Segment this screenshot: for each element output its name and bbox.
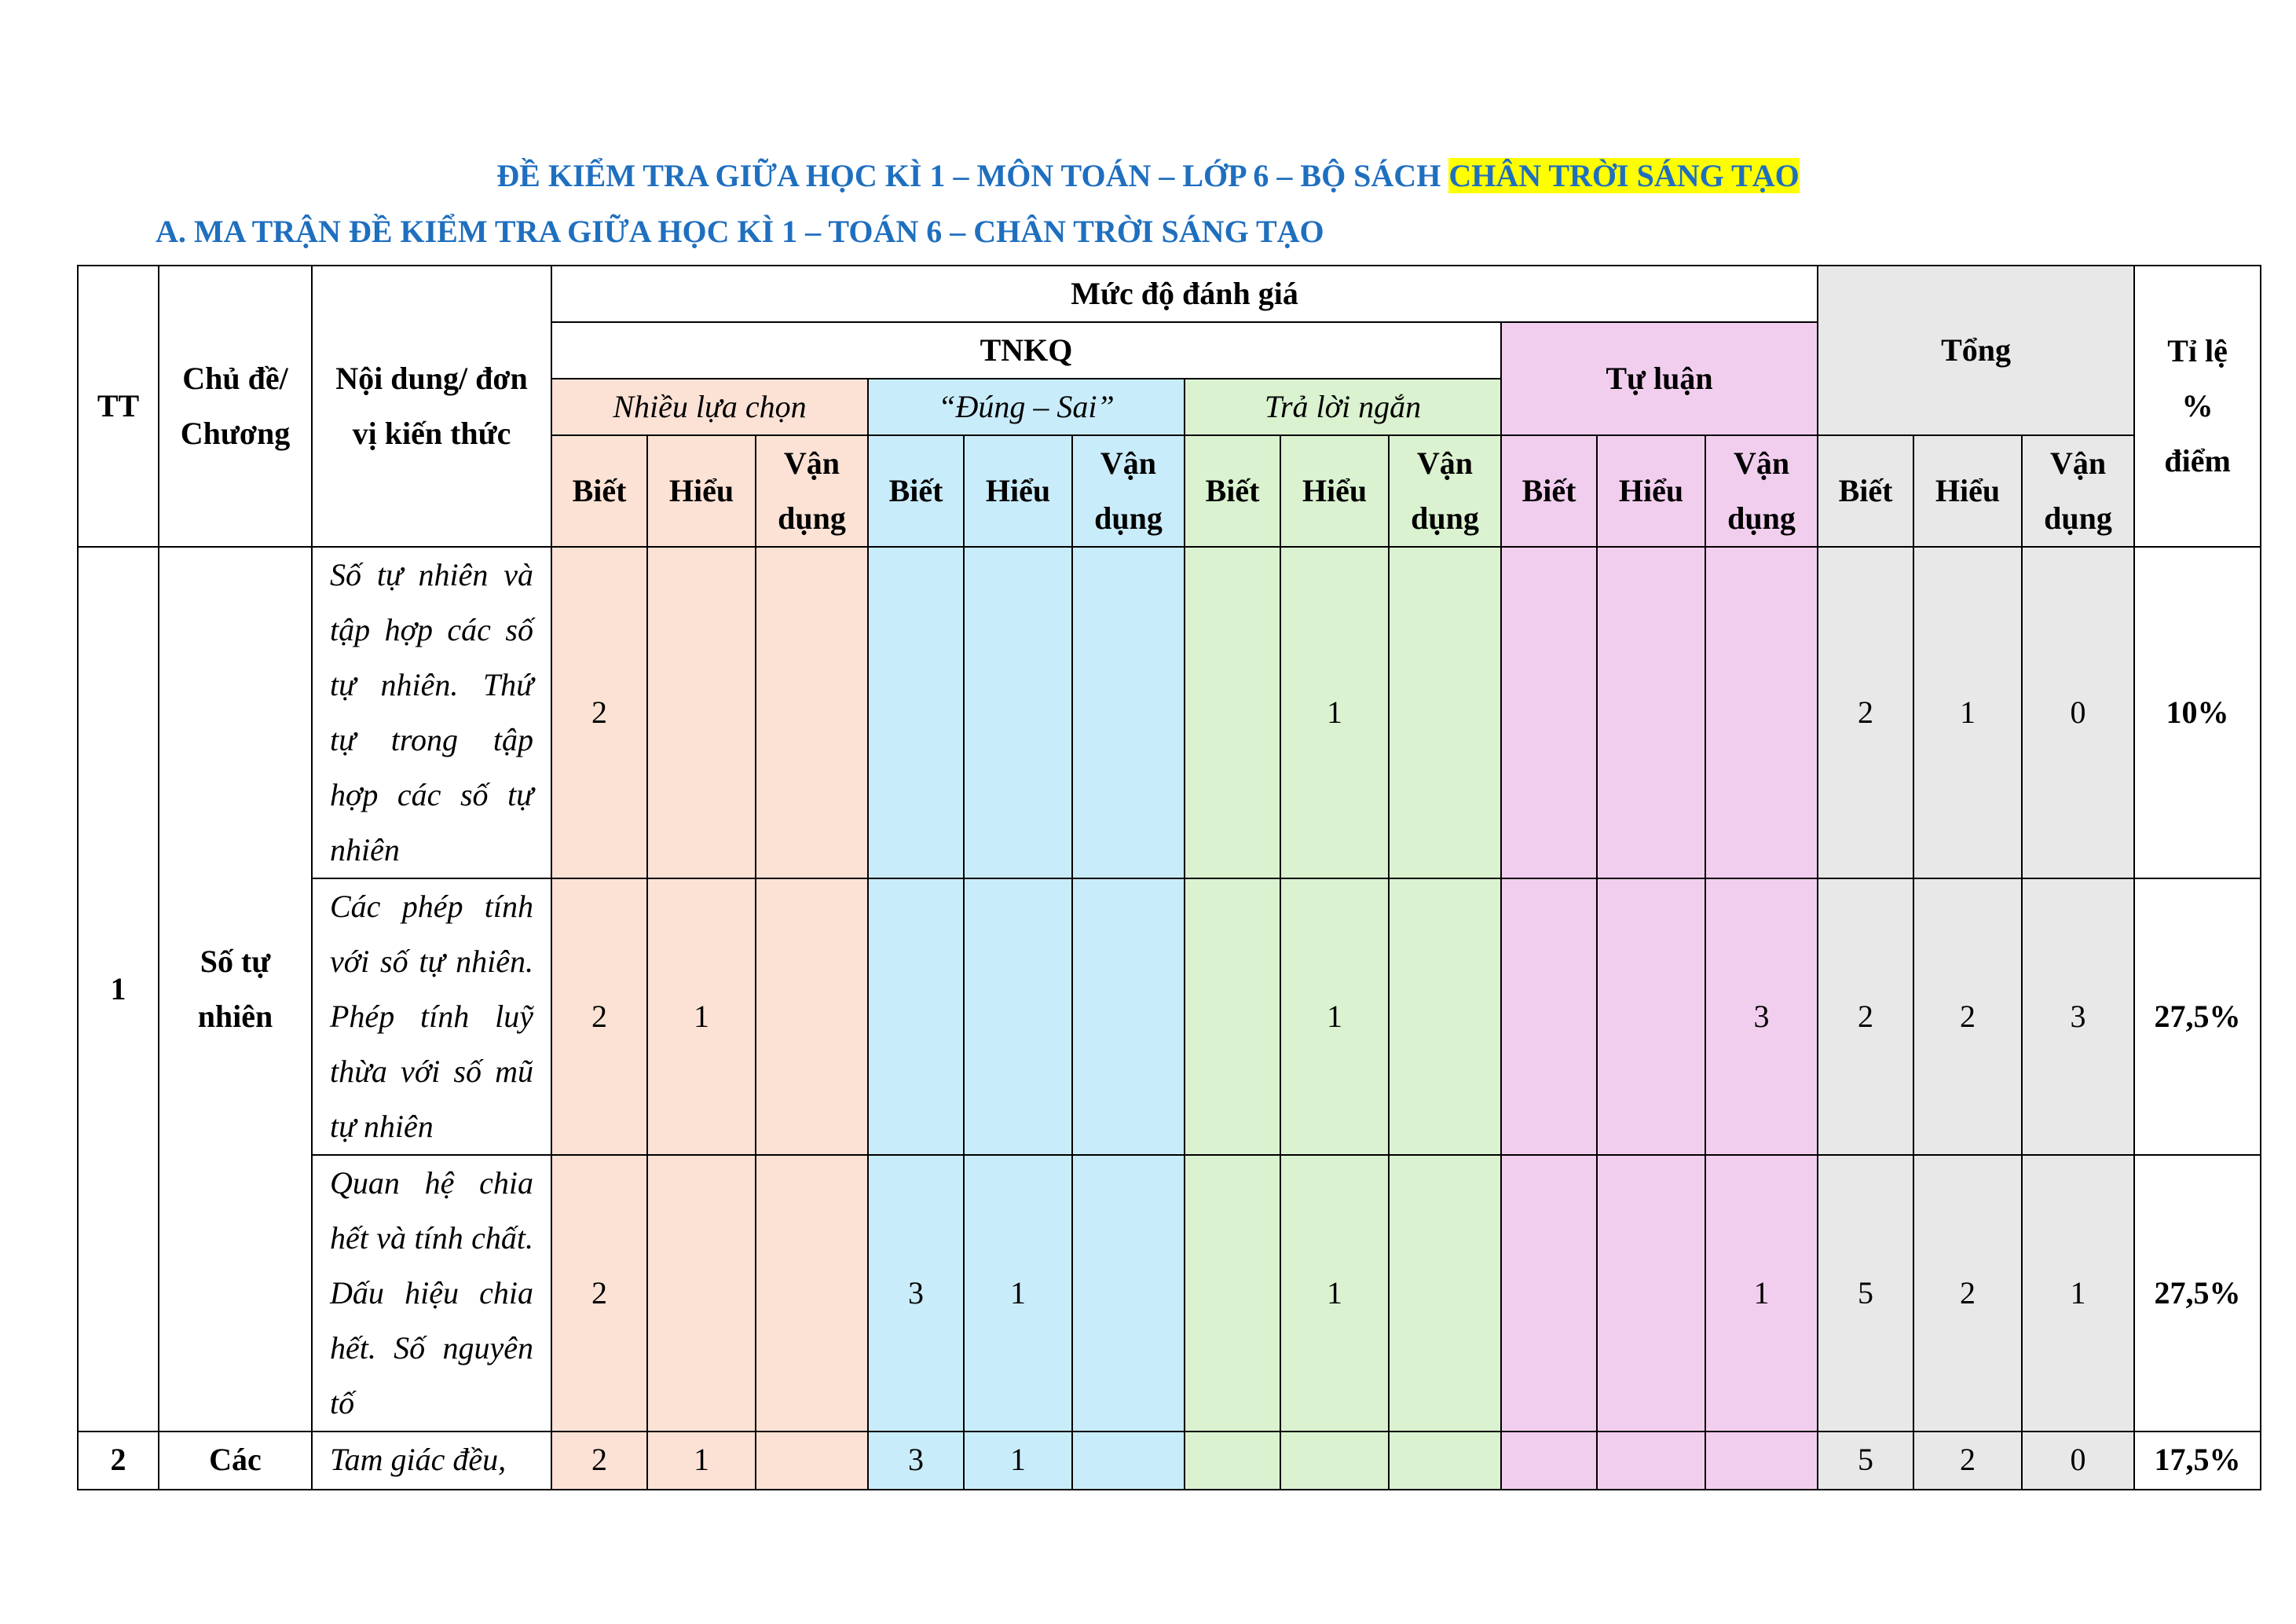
header-apply-line2: dụng	[2044, 500, 2112, 536]
assessment-matrix-table	[77, 265, 2261, 1490]
header-apply-line1: Vận	[1416, 445, 1474, 481]
header-know: Biết	[868, 435, 964, 547]
cell-value	[1185, 1155, 1280, 1432]
row-content	[312, 1432, 551, 1490]
cell-value: 3	[2022, 878, 2134, 1155]
header-know: Biết	[1501, 435, 1597, 547]
header-apply-line2: dụng	[1411, 500, 1479, 536]
row-topic: Các	[159, 1432, 312, 1490]
cell-value: 2	[1818, 878, 1913, 1155]
cell-value	[1280, 1432, 1389, 1490]
content-line: Phép tính luỹ	[330, 999, 533, 1034]
cell-value: 2	[551, 1432, 647, 1490]
cell-value	[647, 547, 756, 878]
header-ratio-line3: điểm	[2164, 443, 2231, 478]
content-line: tố	[330, 1385, 355, 1421]
cell-value: 2	[551, 1155, 647, 1432]
header-content-line1: Nội dung/ đơn	[335, 361, 528, 396]
row-ratio: 27,5%	[2134, 878, 2261, 1155]
content-line: tập hợp các số	[330, 612, 533, 647]
cell-value	[1705, 1432, 1818, 1490]
cell-value	[1389, 1432, 1501, 1490]
cell-value: 5	[1818, 1155, 1913, 1432]
header-apply	[1705, 435, 1818, 547]
header-apply	[1389, 435, 1501, 547]
cell-value: 2	[1913, 1432, 2022, 1490]
content-line: hợp các số tự	[330, 777, 533, 812]
title-main: ĐỀ KIỂM TRA GIỮA HỌC KÌ 1 – MÔN TOÁN – LỚP 6 – BỘ SÁCH	[496, 158, 1449, 193]
header-apply-line2: dụng	[1094, 500, 1163, 536]
cell-value: 2	[551, 878, 647, 1155]
row-ratio: 17,5%	[2134, 1432, 2261, 1490]
header-total: Tổng	[1818, 266, 2134, 435]
cell-value: 5	[1818, 1432, 1913, 1490]
header-understand: Hiểu	[1597, 435, 1705, 547]
header-understand: Hiểu	[1913, 435, 2022, 547]
table-row	[78, 1432, 2261, 1490]
cell-value: 1	[1705, 1155, 1818, 1432]
section-heading: A. MA TRẬN ĐỀ KIỂM TRA GIỮA HỌC KÌ 1 – TOÁN 6 – CHÂN TRỜI SÁNG TẠO	[156, 214, 1324, 249]
header-true-false: “Đúng – Sai”	[868, 379, 1185, 435]
cell-value	[756, 1155, 868, 1432]
cell-value	[1072, 1155, 1185, 1432]
row-ratio: 10%	[2134, 547, 2261, 878]
content-line: Tam giác đều,	[330, 1442, 507, 1477]
header-row-1	[78, 266, 2261, 322]
cell-value: 0	[2022, 547, 2134, 878]
cell-value: 1	[964, 1432, 1072, 1490]
cell-value: 2	[1913, 878, 2022, 1155]
cell-value	[964, 547, 1072, 878]
cell-value	[1072, 547, 1185, 878]
row-content	[312, 547, 551, 878]
header-tt: TT	[78, 266, 159, 547]
header-apply-line2: dụng	[778, 500, 846, 536]
cell-value: 1	[1280, 1155, 1389, 1432]
row-topic-line2: nhiên	[197, 999, 273, 1034]
header-apply-line1: Vận	[1733, 445, 1790, 481]
cell-value	[1389, 878, 1501, 1155]
cell-value	[1705, 547, 1818, 878]
header-topic-line1: Chủ đề/	[182, 361, 288, 396]
content-line: Các phép tính	[330, 889, 533, 924]
content-line: Số tự nhiên và	[330, 557, 533, 592]
header-apply-line1: Vận	[1100, 445, 1157, 481]
cell-value: 1	[2022, 1155, 2134, 1432]
header-short-answer: Trả lời ngắn	[1185, 379, 1501, 435]
document-title	[0, 155, 2296, 197]
content-line: nhiên	[330, 832, 400, 867]
content-line: tự nhiên. Thứ	[330, 667, 533, 702]
header-content	[312, 266, 551, 547]
cell-value	[1501, 1155, 1597, 1432]
cell-value	[1501, 547, 1597, 878]
cell-value	[756, 878, 868, 1155]
cell-value	[1389, 1155, 1501, 1432]
table-row	[78, 547, 2261, 878]
header-assessment-level: Mức độ đánh giá	[551, 266, 1818, 322]
cell-value: 1	[1280, 878, 1389, 1155]
cell-value	[1501, 1432, 1597, 1490]
header-ratio-line1: Tỉ lệ	[2167, 333, 2228, 368]
cell-value: 0	[2022, 1432, 2134, 1490]
cell-value: 1	[647, 878, 756, 1155]
header-know: Biết	[1185, 435, 1280, 547]
cell-value: 2	[1818, 547, 1913, 878]
cell-value: 3	[868, 1155, 964, 1432]
header-topic-line2: Chương	[180, 416, 291, 451]
content-line: thừa với số mũ	[330, 1054, 533, 1089]
table-row	[78, 1155, 2261, 1432]
content-line: Dấu hiệu chia	[330, 1275, 533, 1311]
cell-value	[1597, 1155, 1705, 1432]
cell-value	[1597, 1432, 1705, 1490]
header-essay: Tự luận	[1501, 322, 1818, 435]
header-content-line2: vị kiến thức	[352, 416, 511, 451]
cell-value: 2	[1913, 1155, 2022, 1432]
row-topic-line1: Số tự	[200, 944, 271, 979]
cell-value: 1	[1280, 547, 1389, 878]
row-content	[312, 1155, 551, 1432]
cell-value: 2	[551, 547, 647, 878]
content-line: tự trong tập	[330, 722, 533, 757]
content-line: tự nhiên	[330, 1109, 434, 1144]
cell-value	[1597, 878, 1705, 1155]
cell-value	[1185, 878, 1280, 1155]
content-line: hết. Số nguyên	[330, 1330, 533, 1366]
header-tnkq: TNKQ	[551, 322, 1501, 379]
header-apply-line1: Vận	[2049, 445, 2107, 481]
row-tt: 2	[78, 1432, 159, 1490]
header-topic	[159, 266, 312, 547]
cell-value	[1185, 547, 1280, 878]
cell-value	[1072, 878, 1185, 1155]
cell-value	[1597, 547, 1705, 878]
row-content	[312, 878, 551, 1155]
cell-value	[868, 547, 964, 878]
title-highlight: CHÂN TRỜI SÁNG TẠO	[1448, 158, 1800, 193]
header-apply	[1072, 435, 1185, 547]
header-apply-line1: Vận	[783, 445, 840, 481]
row-topic	[159, 547, 312, 1432]
content-line: Quan hệ chia	[330, 1165, 533, 1201]
cell-value	[964, 878, 1072, 1155]
header-ratio-line2: %	[2181, 388, 2214, 423]
header-multiple-choice: Nhiều lựa chọn	[551, 379, 868, 435]
cell-value	[1389, 547, 1501, 878]
header-know: Biết	[551, 435, 647, 547]
header-apply-line2: dụng	[1727, 500, 1796, 536]
cell-value	[868, 878, 964, 1155]
header-understand: Hiểu	[964, 435, 1072, 547]
cell-value: 3	[868, 1432, 964, 1490]
header-apply	[756, 435, 868, 547]
row-tt: 1	[78, 547, 159, 1432]
cell-value	[756, 1432, 868, 1490]
cell-value	[756, 547, 868, 878]
header-apply	[2022, 435, 2134, 547]
cell-value: 3	[1705, 878, 1818, 1155]
cell-value: 1	[647, 1432, 756, 1490]
table-row	[78, 878, 2261, 1155]
content-line: hết và tính chất.	[330, 1220, 533, 1256]
row-ratio: 27,5%	[2134, 1155, 2261, 1432]
cell-value	[1501, 878, 1597, 1155]
content-line: với số tự nhiên.	[330, 944, 533, 979]
cell-value: 1	[964, 1155, 1072, 1432]
cell-value	[1185, 1432, 1280, 1490]
header-understand: Hiểu	[1280, 435, 1389, 547]
header-know: Biết	[1818, 435, 1913, 547]
cell-value: 1	[1913, 547, 2022, 878]
header-understand: Hiểu	[647, 435, 756, 547]
cell-value	[647, 1155, 756, 1432]
header-ratio	[2134, 266, 2261, 547]
cell-value	[1072, 1432, 1185, 1490]
